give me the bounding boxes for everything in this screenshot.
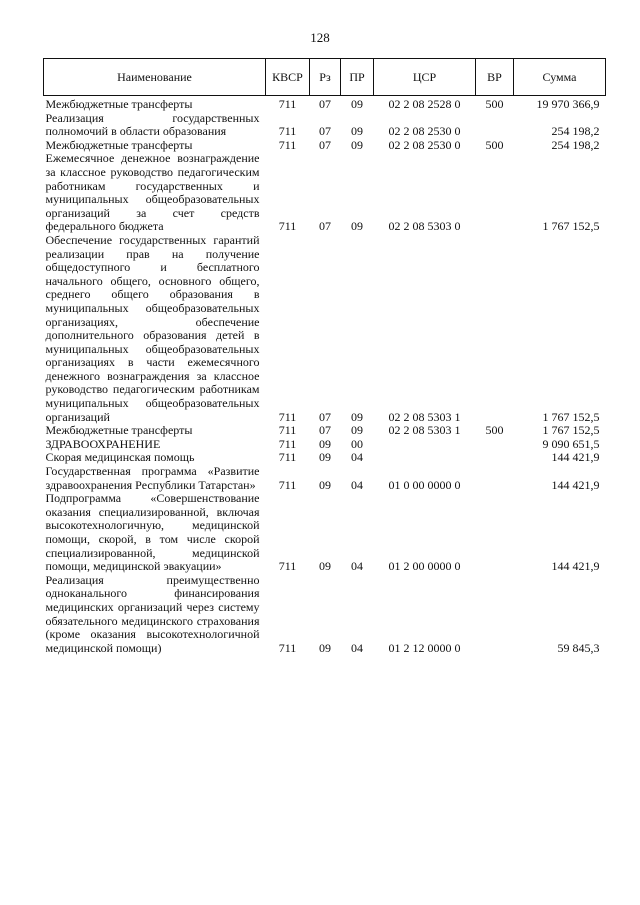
row-kvsr: 711 bbox=[278, 97, 297, 111]
row-name: ЗДРАВООХРАНЕНИЕ bbox=[45, 436, 161, 451]
row-vr: 500 bbox=[485, 97, 504, 111]
row-name: Реализация преимущественно одноканального финансирования медицинских организаций через систему обязательного медицинского страхования (кроме оказания высокотехнологичной медицинской помощи) bbox=[45, 572, 260, 655]
header-sum: Сумма bbox=[514, 59, 606, 96]
row-kvsr: 711 bbox=[278, 640, 297, 655]
row-sum: 144 421,9 bbox=[551, 450, 600, 465]
header-kvsr: КВСР bbox=[266, 59, 310, 96]
row-sum: 144 421,9 bbox=[551, 477, 600, 492]
row-pr: 04 bbox=[351, 559, 363, 574]
row-pr: 04 bbox=[351, 477, 363, 492]
table-row bbox=[44, 112, 606, 139]
row-sum: 9 090 651,5 bbox=[542, 436, 600, 451]
row-vr: 500 bbox=[485, 137, 504, 152]
row-vr bbox=[476, 234, 514, 424]
row-csr: 02 2 08 5303 1 bbox=[388, 409, 461, 424]
row-vr bbox=[476, 451, 514, 465]
row-name: Подпрограмма «Совершенствование оказания специализированной, включая высокотехнологичную, медицинской помощи, скорой, в том числе скорой специализированной, медицинской помощи, медицинской эвакуации» bbox=[45, 491, 260, 574]
row-rz: 09 bbox=[319, 436, 331, 451]
row-csr: 01 0 00 0000 0 bbox=[388, 477, 461, 492]
row-pr: 09 bbox=[351, 423, 363, 438]
row-pr: 00 bbox=[351, 436, 363, 451]
row-rz: 09 bbox=[319, 640, 331, 655]
row-vr bbox=[476, 438, 514, 452]
row-sum: 1 767 152,5 bbox=[542, 423, 600, 438]
row-name: Ежемесячное денежное вознаграждение за классное руководство педагогическим работникам государственных и муниципальных общеобразовательных организаций за счет средств федерального бюджета bbox=[45, 151, 260, 234]
row-kvsr: 711 bbox=[278, 423, 297, 438]
row-vr: 500 bbox=[485, 423, 504, 438]
table-row bbox=[44, 574, 606, 656]
row-kvsr: 711 bbox=[278, 477, 297, 492]
row-rz: 09 bbox=[319, 477, 331, 492]
row-kvsr: 711 bbox=[278, 409, 297, 424]
table-row bbox=[44, 424, 606, 438]
table-row bbox=[44, 438, 606, 452]
table-row bbox=[44, 234, 606, 424]
row-vr bbox=[476, 465, 514, 492]
row-rz: 09 bbox=[319, 450, 331, 465]
row-kvsr: 711 bbox=[278, 219, 297, 234]
row-sum: 254 198,2 bbox=[551, 124, 600, 139]
header-csr: ЦСР bbox=[374, 59, 476, 96]
row-rz: 07 bbox=[319, 423, 331, 438]
row-csr: 01 2 12 0000 0 bbox=[388, 640, 461, 655]
table-row bbox=[44, 492, 606, 574]
row-sum: 144 421,9 bbox=[551, 559, 600, 574]
row-rz: 07 bbox=[319, 409, 331, 424]
row-csr: 02 2 08 5303 1 bbox=[388, 423, 461, 438]
table-row bbox=[44, 451, 606, 465]
row-pr: 04 bbox=[351, 640, 363, 655]
table-body bbox=[44, 96, 606, 656]
row-sum: 1 767 152,5 bbox=[542, 219, 600, 234]
row-kvsr: 711 bbox=[278, 559, 297, 574]
row-vr bbox=[476, 112, 514, 139]
row-sum: 59 845,3 bbox=[557, 640, 600, 655]
row-name: Межбюджетные трансферты bbox=[45, 97, 193, 111]
row-kvsr: 711 bbox=[278, 124, 297, 139]
row-pr: 09 bbox=[351, 137, 363, 152]
table-row bbox=[44, 152, 606, 234]
row-name: Государственная программа «Развитие здравоохранения Республики Татарстан» bbox=[45, 464, 260, 492]
row-rz: 07 bbox=[319, 124, 331, 139]
row-name: Межбюджетные трансферты bbox=[45, 423, 193, 438]
row-pr: 09 bbox=[351, 409, 363, 424]
row-vr bbox=[476, 152, 514, 234]
row-kvsr: 711 bbox=[278, 436, 297, 451]
row-csr: 02 2 08 2530 0 bbox=[388, 137, 461, 152]
page-number: 128 bbox=[310, 30, 330, 45]
table-header bbox=[44, 59, 606, 96]
row-sum: 1 767 152,5 bbox=[542, 409, 600, 424]
row-pr: 09 bbox=[351, 97, 363, 111]
row-sum: 19 970 366,9 bbox=[536, 97, 600, 111]
row-rz: 09 bbox=[319, 559, 331, 574]
row-csr bbox=[374, 438, 476, 452]
row-rz: 07 bbox=[319, 219, 331, 234]
header-pr: ПР bbox=[341, 59, 374, 96]
row-rz: 07 bbox=[319, 97, 331, 111]
row-sum: 254 198,2 bbox=[551, 137, 600, 152]
row-name: Обеспечение государственных гарантий реализации прав на получение общедоступного и бесплатного начального общего, основного общего, среднего общего образования в муниципальных общеобразовательных организациях, обеспечение дополнительного образования детей в муниципальных общеобразовательных организациях в части ежемесячного денежного вознаграждения за классное руководство педагогическим работникам муниципальных общеобразовательных организаций bbox=[45, 232, 260, 424]
budget-table bbox=[43, 58, 606, 655]
row-csr: 02 2 08 2528 0 bbox=[388, 97, 461, 111]
row-name: Реализация государственных полномочий в области образования bbox=[45, 110, 260, 139]
header-name: Наименование bbox=[44, 59, 266, 96]
row-name: Межбюджетные трансферты bbox=[45, 137, 193, 152]
row-vr bbox=[476, 492, 514, 574]
table-row bbox=[44, 96, 606, 112]
row-kvsr: 711 bbox=[278, 137, 297, 152]
row-pr: 04 bbox=[351, 450, 363, 465]
table-row bbox=[44, 465, 606, 492]
row-csr: 02 2 08 2530 0 bbox=[388, 124, 461, 139]
row-pr: 09 bbox=[351, 124, 363, 139]
row-name: Скорая медицинская помощь bbox=[45, 450, 195, 465]
row-rz: 07 bbox=[319, 137, 331, 152]
row-csr bbox=[374, 451, 476, 465]
header-vr: ВР bbox=[476, 59, 514, 96]
table-row bbox=[44, 139, 606, 153]
row-kvsr: 711 bbox=[278, 450, 297, 465]
row-csr: 01 2 00 0000 0 bbox=[388, 559, 461, 574]
row-vr bbox=[476, 574, 514, 656]
row-csr: 02 2 08 5303 0 bbox=[388, 219, 461, 234]
header-rz: Рз bbox=[310, 59, 341, 96]
row-pr: 09 bbox=[351, 219, 363, 234]
